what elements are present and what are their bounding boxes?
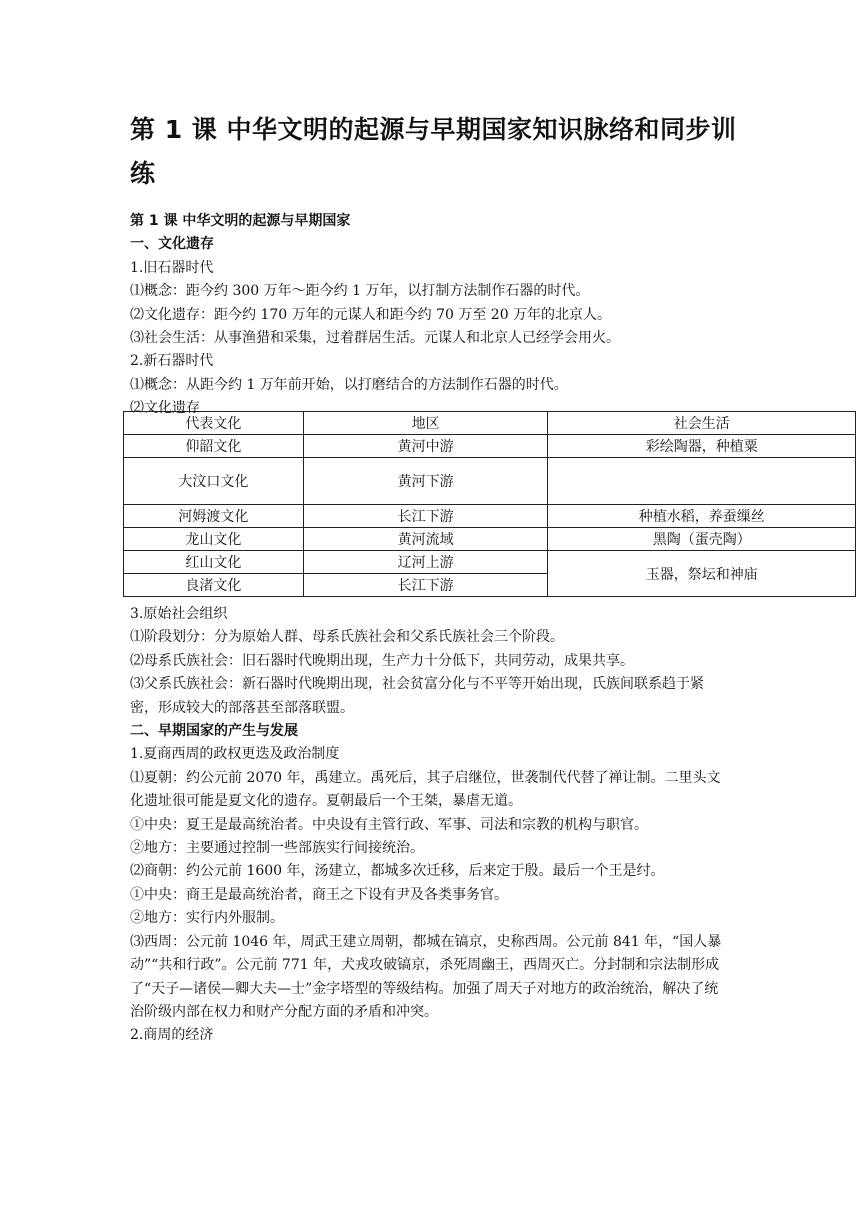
table-cell-social-life: 种植水稻，养蚕缫丝: [548, 505, 856, 528]
xia-local: ②地方：主要通过控制一些部族实行间接统治。: [130, 840, 424, 857]
matrilineal-society: ⑵母系氏族社会：旧石器时代晚期出现，生产力十分低下，共同劳动，成果共享。: [130, 652, 634, 669]
xia-central: ①中央：夏王是最高统治者。中央设有主管行政、军事、司法和宗教的机构与职官。: [130, 816, 648, 833]
table-cell-culture: 仰韶文化: [124, 435, 304, 458]
primitive-society-heading: 3.原始社会组织: [130, 606, 228, 622]
shang-dynasty: ⑵商朝：约公元前 1600 年，汤建立，都城多次迁移，后来定于殷。最后一个王是纣。: [130, 863, 665, 880]
paleolithic-remains: ⑵文化遗存：距今约 170 万年的元谋人和距今约 70 万至 20 万年的北京人。: [130, 306, 612, 323]
table-row: [124, 435, 856, 458]
table-row: [124, 458, 856, 505]
shang-local: ②地方：实行内外服制。: [130, 910, 284, 927]
western-zhou: ⑶西周：公元前 1046 年，周武王建立周朝，都城在镐京，史称西周。公元前 841 年，“国人暴动”“共和行政”。公元前 771 年，犬戎攻破镐京，杀死周幽王，西周灭亡。分封制和宗法制形成了“天子—诸侯—卿大夫—士”金字塔型的等级结构。加强了周天子对地方的政治统治，解决了统治阶级内部在权力和财产分配方面的矛盾和冲突。: [130, 933, 722, 1020]
table-header-social-life: 社会生活: [548, 412, 856, 435]
section-cultural-remains: [130, 210, 730, 421]
table-cell-culture: 大汶口文化: [124, 458, 304, 505]
table-cell-culture: 河姆渡文化: [124, 505, 304, 528]
table-row: [124, 528, 856, 551]
table-cell-culture: 红山文化: [124, 551, 304, 574]
table-cell-social-life: 彩绘陶器，种植粟: [548, 435, 856, 458]
lesson-heading: 第 1 课 中华文明的起源与早期国家: [130, 213, 351, 229]
table-cell-region: 黄河中游: [303, 435, 548, 458]
table-row: [124, 505, 856, 528]
table-row: [124, 551, 856, 574]
patrilineal-society: ⑶父系氏族社会：新石器时代晚期出现，社会贫富分化与不平等开始出现，氏族间联系趋于紧密，形成较大的部落甚至部落联盟。: [130, 676, 704, 716]
primitive-stages: ⑴阶段划分：分为原始人群、母系氏族社会和父系氏族社会三个阶段。: [130, 629, 564, 646]
table-cell-region: 长江下游: [303, 574, 548, 597]
paleolithic-concept: ⑴概念：距今约 300 万年～距今约 1 万年，以打制方法制作石器的时代。: [130, 283, 590, 300]
section1-heading: 一、文化遗存: [130, 236, 214, 253]
table-cell-social-life: [548, 458, 856, 505]
dynasties-heading: 1.夏商西周的政权更迭及政治制度: [130, 746, 340, 763]
table-cell-social-life: 黑陶（蛋壳陶）: [548, 528, 856, 551]
table-cell-culture: 良渚文化: [124, 574, 304, 597]
paleolithic-life: ⑶社会生活：从事渔猎和采集，过着群居生活。元谋人和北京人已经学会用火。: [130, 330, 620, 347]
table-cell-region: 长江下游: [303, 505, 548, 528]
table-cell-region: 黄河流域: [303, 528, 548, 551]
table-header-row: [124, 412, 856, 435]
neolithic-heading: 2.新石器时代: [130, 353, 214, 370]
neolithic-concept: ⑴概念：从距今约 1 万年前开始，以打磨结合的方法制作石器的时代。: [130, 376, 568, 393]
paleolithic-heading: 1.旧石器时代: [130, 259, 214, 276]
table-cell-region: 黄河下游: [303, 458, 548, 505]
shang-central: ①中央：商王是最高统治者，商王之下设有尹及各类事务官。: [130, 886, 508, 903]
neolithic-remains-label: ⑵文化遗存: [130, 400, 200, 417]
table-cell-social-life-merged: 玉器，祭坛和神庙: [548, 551, 856, 597]
section-early-states: [130, 603, 730, 1048]
document-title: 第 1 课 中华文明的起源与早期国家知识脉络和同步训练: [130, 115, 737, 188]
table-header-culture: 代表文化: [124, 412, 304, 435]
table-header-region: 地区: [303, 412, 548, 435]
table-cell-culture: 龙山文化: [124, 528, 304, 551]
economy-heading: 2.商周的经济: [130, 1027, 214, 1044]
table-cell-region: 辽河上游: [303, 551, 548, 574]
xia-dynasty: ⑴夏朝：约公元前 2070 年，禹建立。禹死后，其子启继位，世袭制代代替了禅让制。二里头文化遗址很可能是夏文化的遗存。夏朝最后一个王桀，暴虐无道。: [130, 769, 721, 810]
culture-table: [123, 411, 856, 597]
section2-heading: 二、早期国家的产生与发展: [130, 723, 298, 740]
